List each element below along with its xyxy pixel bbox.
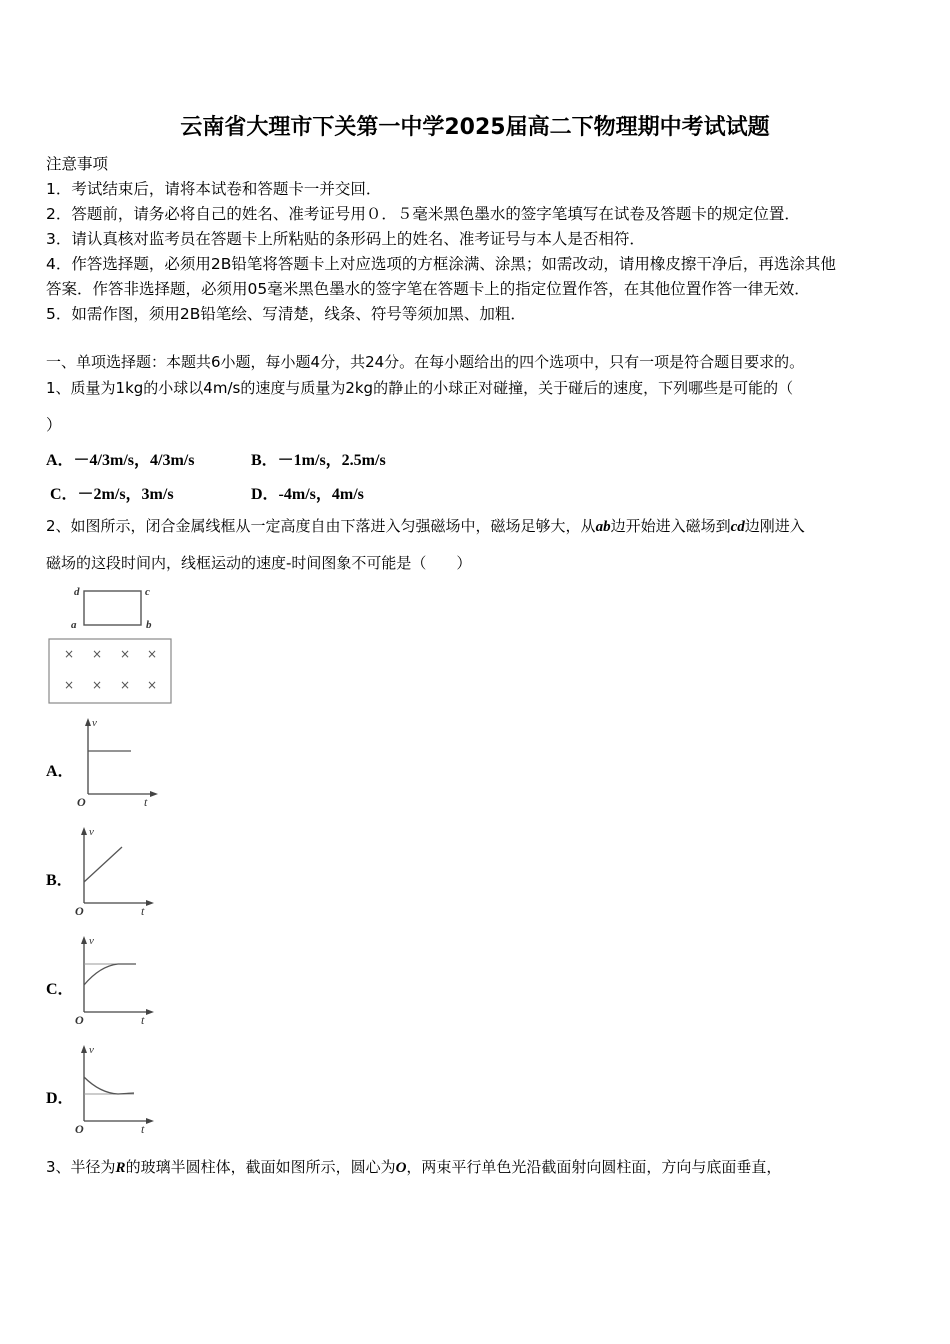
- q1-stem-close: ）: [46, 416, 62, 434]
- q2-stem-mid: 边开始进入磁场到: [610, 517, 731, 535]
- note-item-5: 5．如需作图，须用2B铅笔绘、写清楚，线条、符号等须加黑、加粗．: [46, 305, 526, 323]
- svg-text:v: v: [89, 935, 94, 947]
- q2-option-c-label: C．: [46, 981, 74, 998]
- svg-text:t: t: [141, 904, 145, 918]
- q2-stem-line2: 磁场的这段时间内，线框运动的速度-时间图象不可能是（ ）: [46, 554, 472, 572]
- q3-radius-symbol: R: [115, 1160, 126, 1176]
- q2-option-d-label: D．: [46, 1090, 74, 1107]
- q2-graph-b: [72, 823, 162, 923]
- q2-graph-c: [72, 932, 162, 1032]
- q2-stem-post: 边刚进入: [744, 517, 805, 535]
- q1-stem: 1、质量为1kg的小球以4m/s的速度与质量为2kg的静止的小球正对碰撞，关于碰后的速度，下列哪些是可能的（: [46, 379, 794, 397]
- q1-option-a: A．－4/3m/s，4/3m/s: [46, 452, 195, 469]
- svg-text:O: O: [75, 1013, 84, 1027]
- corner-b: b: [146, 619, 152, 631]
- svg-text:O: O: [75, 1122, 84, 1136]
- q2-cd: cd: [730, 519, 745, 535]
- note-item-3: 3．请认真核对监考员在答题卡上所粘贴的条形码上的姓名、准考证号与本人是否相符．: [46, 230, 645, 248]
- note-item-4-cont: 答案．作答非选择题，必须用05毫米黑色墨水的签字笔在答题卡上的指定位置作答，在其他位置作答一律无效．: [46, 280, 810, 298]
- svg-text:×: ×: [146, 678, 158, 692]
- note-item-4: 4．作答选择题，必须用2B铅笔将答题卡上对应选项的方框涂满、涂黑；如需改动，请用橡皮擦干净后，再选涂其他: [46, 255, 836, 273]
- q3-stem: [46, 1156, 781, 1177]
- q2-option-a-label: A．: [46, 763, 74, 780]
- svg-text:×: ×: [119, 647, 131, 661]
- q3-stem-post: ，两束平行单色光沿截面射向圆柱面，方向与底面垂直，: [406, 1158, 782, 1176]
- q2-stem-line1: [46, 515, 805, 536]
- svg-text:×: ×: [119, 678, 131, 692]
- q2-option-b-label: B．: [46, 872, 73, 889]
- q1-option-c: C．－2m/s，3m/s: [50, 486, 174, 503]
- q2-stem-pre: 2、如图所示，闭合金属线框从一定高度自由下落进入匀强磁场中，磁场足够大，从: [46, 517, 596, 535]
- page-title: 云南省大理市下关第一中学2025届高二下物理期中考试试题: [180, 115, 770, 140]
- q3-stem-pre: 3、半径为: [46, 1158, 116, 1176]
- q2-ab: ab: [595, 519, 611, 535]
- note-item-2: 2．答题前，请务必将自己的姓名、准考证号用０．５毫米黑色墨水的签字笔填写在试卷及答题卡的规定位置．: [46, 205, 800, 223]
- notes-heading: 注意事项: [46, 155, 109, 173]
- svg-text:O: O: [75, 904, 84, 918]
- svg-text:t: t: [141, 1122, 145, 1136]
- corner-c: c: [145, 586, 150, 598]
- q3-stem-mid: 的玻璃半圆柱体，截面如图所示，圆心为: [125, 1158, 396, 1176]
- svg-text:×: ×: [91, 647, 103, 661]
- svg-text:v: v: [89, 826, 94, 838]
- svg-text:O: O: [77, 795, 86, 809]
- q2-graph-a: [74, 714, 164, 814]
- corner-a: a: [71, 619, 77, 631]
- svg-text:v: v: [89, 1044, 94, 1056]
- svg-text:t: t: [141, 1013, 145, 1027]
- svg-text:t: t: [144, 795, 148, 809]
- svg-text:×: ×: [63, 647, 75, 661]
- section-heading: 一、单项选择题：本题共6小题，每小题4分，共24分。在每小题给出的四个选项中，只有一项是符合题目要求的。: [46, 353, 805, 371]
- q3-center-symbol: O: [395, 1160, 407, 1176]
- svg-text:×: ×: [146, 647, 158, 661]
- svg-text:×: ×: [91, 678, 103, 692]
- q2-graph-d: [72, 1041, 162, 1141]
- note-item-1: 1．考试结束后，请将本试卷和答题卡一并交回．: [46, 180, 382, 198]
- svg-text:v: v: [92, 717, 97, 729]
- q1-option-d: D．-4m/s，4m/s: [251, 486, 364, 503]
- svg-text:×: ×: [63, 678, 75, 692]
- q2-figure: [44, 582, 176, 708]
- corner-d: d: [74, 586, 80, 598]
- q1-option-b: B．－1m/s，2.5m/s: [251, 452, 386, 469]
